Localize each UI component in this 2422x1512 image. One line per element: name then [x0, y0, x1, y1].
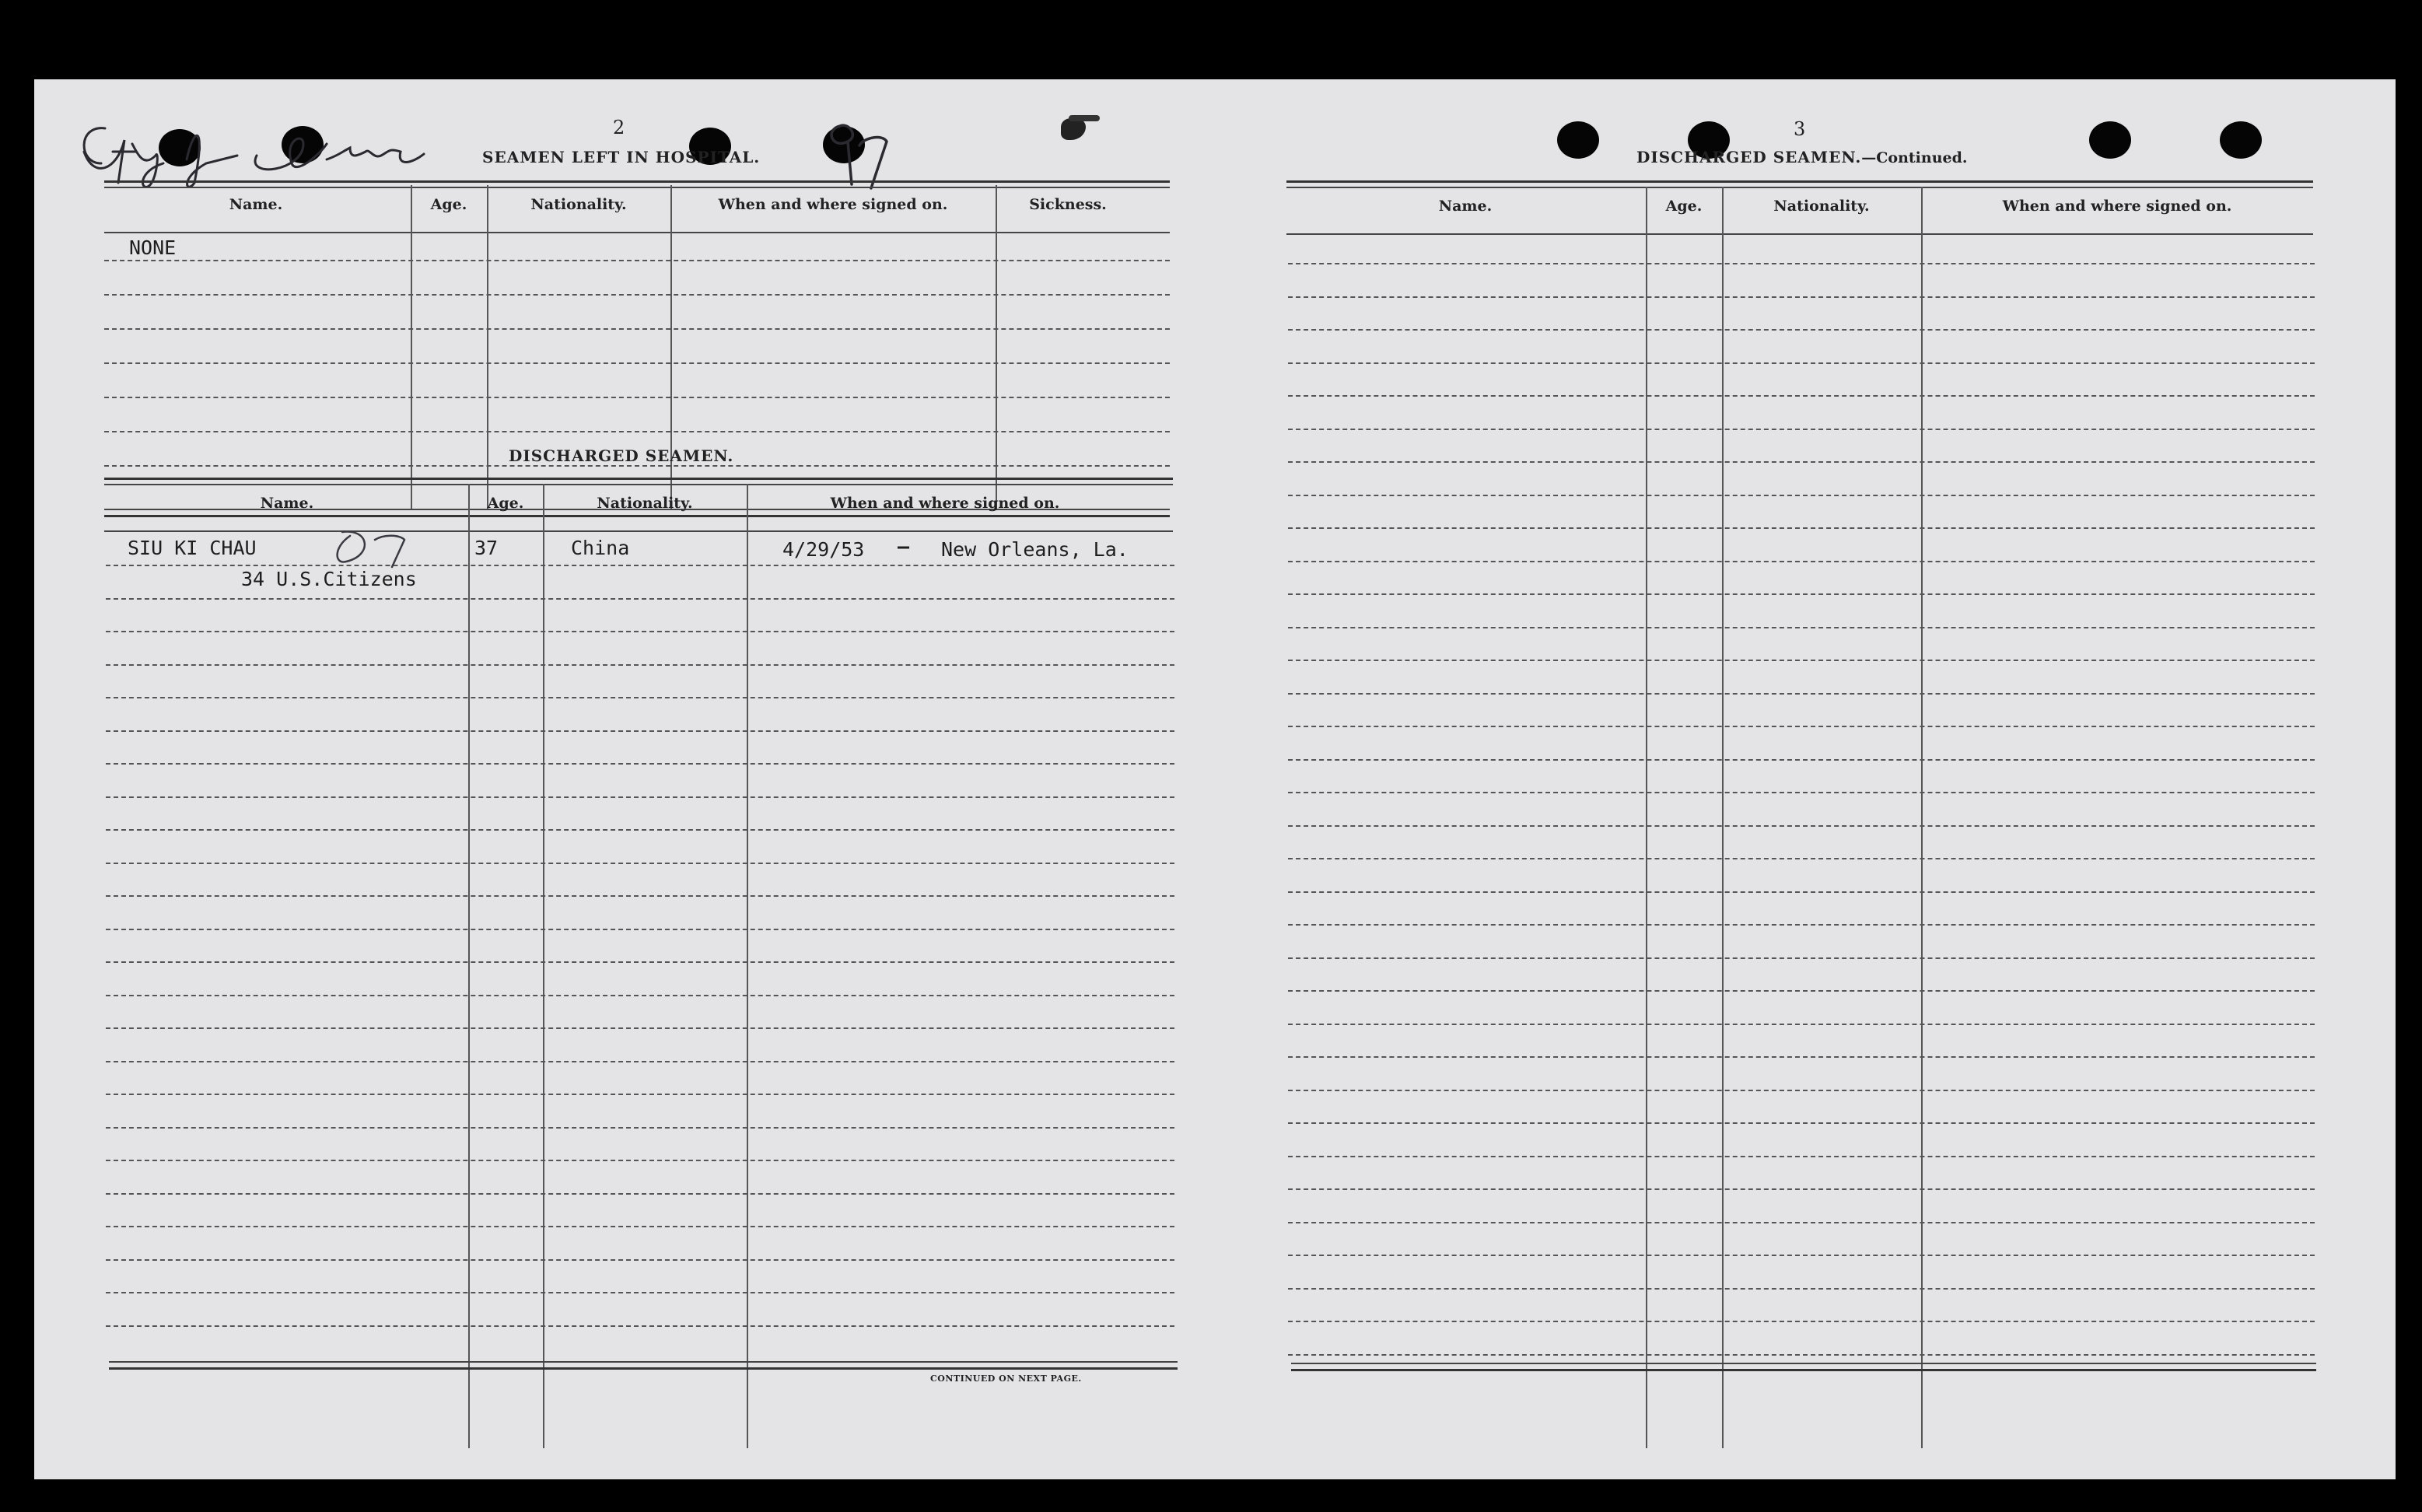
column-header-name: Name. [229, 196, 283, 213]
discharged-entry-signed-date: 4/29/53 [782, 538, 865, 561]
row-rule [1288, 1156, 2315, 1157]
row-rule [1288, 825, 2315, 827]
discharged-entry-age: 37 [474, 537, 499, 559]
column-header-signed-on: When and where signed on. [718, 196, 948, 213]
row-rule [1288, 263, 2315, 264]
column-divider [1646, 187, 1647, 1448]
table-rule [104, 187, 1170, 188]
page-number: 2 [613, 117, 625, 138]
row-rule [106, 929, 1174, 930]
row-rule [106, 697, 1174, 698]
column-header-nationality: Nationality. [597, 495, 693, 512]
row-rule [1288, 296, 2315, 298]
row-rule [1288, 329, 2315, 331]
column-divider [487, 185, 488, 509]
row-rule [106, 565, 1174, 566]
continued-footer: CONTINUED ON NEXT PAGE. [930, 1374, 1082, 1384]
column-header-nationality: Nationality. [1773, 198, 1870, 215]
row-rule [106, 829, 1174, 831]
column-header-signed-on: When and where signed on. [2002, 198, 2232, 215]
row-rule [1288, 891, 2315, 893]
handwritten-mark [817, 110, 902, 196]
row-rule [104, 397, 1170, 398]
table-rule [1286, 187, 2313, 188]
row-rule [1288, 1255, 2315, 1256]
row-rule [1288, 429, 2315, 430]
column-divider [468, 484, 470, 1448]
ink-mark [1069, 115, 1100, 121]
column-header-age: Age. [487, 495, 524, 512]
table-rule [109, 1361, 1178, 1363]
row-rule [1288, 726, 2315, 727]
row-rule [1288, 1090, 2315, 1091]
row-rule [104, 362, 1170, 364]
table-rule [104, 515, 1170, 517]
row-rule [1288, 990, 2315, 992]
row-rule [106, 961, 1174, 963]
row-rule [106, 598, 1174, 600]
row-rule [1288, 759, 2315, 761]
discharged-note: 34 U.S.Citizens [241, 568, 417, 590]
row-rule [1288, 1024, 2315, 1025]
punch-hole [2089, 121, 2131, 159]
row-rule [106, 1259, 1174, 1261]
row-rule [1288, 1222, 2315, 1223]
discharged-section-title: DISCHARGED SEAMEN. [509, 446, 734, 465]
row-rule [106, 730, 1174, 732]
row-rule [1288, 1321, 2315, 1322]
row-rule [106, 763, 1174, 765]
row-rule [1288, 957, 2315, 959]
row-rule [106, 1226, 1174, 1227]
page-number: 3 [1794, 118, 1806, 140]
row-rule [1288, 792, 2315, 793]
row-rule [1288, 593, 2315, 595]
row-rule [1288, 627, 2315, 628]
row-rule [104, 328, 1170, 330]
handwritten-initials [327, 524, 436, 571]
table-rule [109, 1367, 1178, 1370]
row-rule [1288, 561, 2315, 562]
document-sheet [34, 79, 2396, 1479]
column-divider [747, 484, 748, 1448]
column-header-name: Name. [1438, 198, 1493, 215]
column-header-age: Age. [1665, 198, 1703, 215]
table-rule [1291, 1369, 2316, 1371]
row-rule [1288, 1288, 2315, 1290]
table-rule [1286, 233, 2313, 235]
row-rule [106, 863, 1174, 864]
row-rule [106, 1061, 1174, 1062]
row-rule [106, 1160, 1174, 1161]
right-section-title: DISCHARGED SEAMEN.—Continued. [1636, 148, 1968, 166]
row-rule [1288, 1188, 2315, 1190]
row-rule [1288, 858, 2315, 859]
row-rule [1288, 495, 2315, 496]
column-header-name: Name. [260, 495, 314, 512]
column-divider [996, 185, 997, 509]
hospital-section-title: SEAMEN LEFT IN HOSPITAL. [482, 148, 761, 166]
row-rule [106, 631, 1174, 632]
row-rule [1288, 395, 2315, 397]
punch-hole [1557, 121, 1599, 159]
row-rule [106, 1325, 1174, 1327]
row-rule [104, 465, 1170, 467]
row-rule [1288, 461, 2315, 463]
row-rule [106, 1094, 1174, 1095]
row-rule [1288, 1354, 2315, 1356]
table-rule [1291, 1363, 2316, 1364]
ink-mark [1061, 118, 1086, 140]
row-rule [106, 664, 1174, 666]
column-header-signed-on: When and where signed on. [830, 495, 1060, 512]
row-rule [1288, 660, 2315, 661]
row-rule [106, 1193, 1174, 1195]
column-header-age: Age. [430, 196, 467, 213]
discharged-entry-name: SIU KI CHAU [128, 537, 257, 559]
table-rule [104, 180, 1170, 183]
column-divider [1921, 187, 1923, 1448]
row-rule [106, 995, 1174, 996]
row-rule [106, 1292, 1174, 1293]
row-rule [104, 260, 1170, 261]
discharged-entry-nationality: China [571, 537, 630, 559]
row-rule [106, 1027, 1174, 1029]
row-rule [106, 1127, 1174, 1129]
table-rule [104, 232, 1170, 233]
discharged-entry-signed-place: New Orleans, La. [941, 538, 1129, 561]
punch-hole [2220, 121, 2262, 159]
column-divider [1722, 187, 1724, 1448]
table-rule [104, 478, 1173, 480]
column-header-sickness: Sickness. [1029, 196, 1107, 213]
row-rule [106, 895, 1174, 897]
row-rule [1288, 1122, 2315, 1124]
discharged-entry-dash: — [898, 535, 910, 558]
column-divider [543, 484, 544, 1448]
row-rule [1288, 527, 2315, 529]
hospital-entry-name: NONE [129, 236, 177, 259]
row-rule [1288, 1056, 2315, 1058]
table-rule [104, 484, 1173, 485]
table-rule [1286, 180, 2313, 183]
column-divider [411, 185, 412, 509]
row-rule [1288, 924, 2315, 926]
row-rule [104, 431, 1170, 432]
row-rule [106, 796, 1174, 798]
row-rule [104, 294, 1170, 296]
column-header-nationality: Nationality. [530, 196, 627, 213]
table-rule [104, 530, 1173, 532]
row-rule [1288, 693, 2315, 695]
row-rule [1288, 362, 2315, 364]
